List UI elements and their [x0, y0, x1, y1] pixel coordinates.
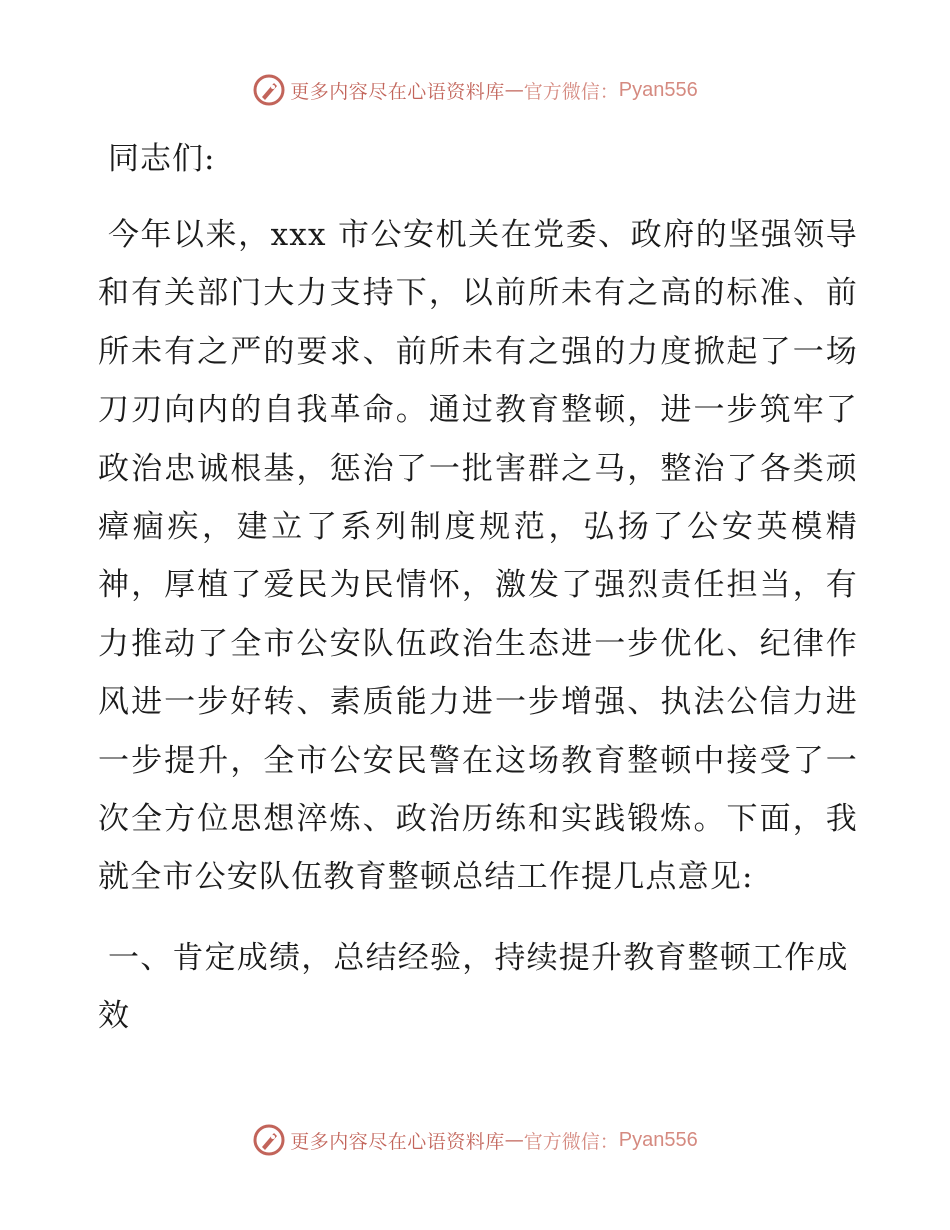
banner-brand-text: 更多内容尽在心语资料库 [290, 80, 505, 103]
banner-wechat-id: Pyan556 [618, 1128, 698, 1151]
document-body [98, 120, 858, 1046]
banner-brand-text: 更多内容尽在心语资料库 [290, 1130, 505, 1153]
paragraph-1: 今年以来，xxx 市公安机关在党委、政府的坚强领导和有关部门大力支持下，以前所未有之高的标准、前所未有之严的要求、前所未有之强的力度掀起了一场刀刃向内的自我革命。通过教育整顿，进一步筑牢了政治忠诚根基，惩治了一批害群之马，整治了各类顽瘴痼疾，建立了系列制度规范，弘扬了公安英模精神，厚植了爱民为民情怀，激发了强烈责任担当，有力推动了全市公安队伍政治生态进一步优化、纪律作风进一步好转、素质能力进一步增强、执法公信力进一步提升，全市公安民警在这场教育整顿中接受了一次全方位思想淬炼、政治历练和实践锻炼。下面，我就全市公安队伍教育整顿总结工作提几点意见: [98, 217, 858, 896]
section-heading-1: 一、肯定成绩，总结经验，持续提升教育整顿工作成效 [98, 939, 849, 1035]
banner-wechat-label: 官方微信： [523, 80, 619, 103]
banner-dash: — [504, 1129, 524, 1151]
footer-watermark-banner [0, 1120, 950, 1160]
banner-wechat-label: 官方微信： [523, 1130, 619, 1153]
salutation: 同志们: [108, 141, 216, 177]
banner-dash: — [504, 79, 524, 101]
header-watermark-banner [0, 70, 950, 110]
pen-nib-logo-icon [252, 1123, 286, 1157]
banner-wechat-id: Pyan556 [618, 78, 698, 101]
pen-nib-logo-icon [252, 73, 286, 107]
